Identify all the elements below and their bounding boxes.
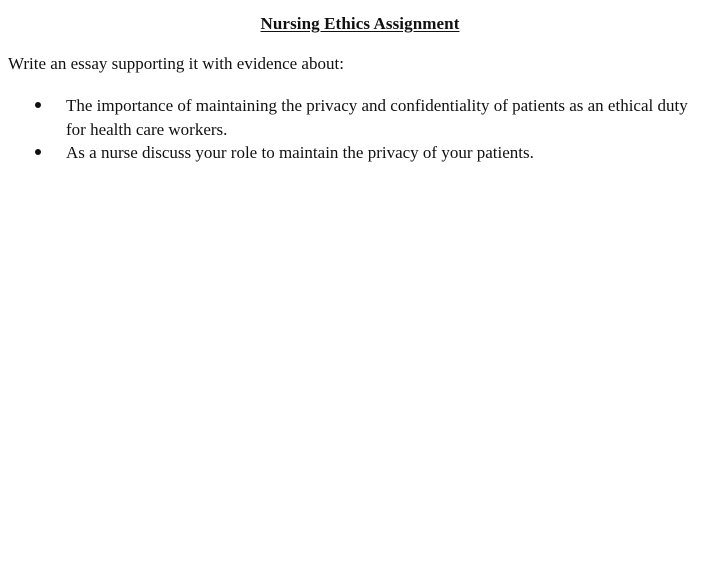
list-item-text: The importance of maintaining the privacy and confidentiality of patients as an ethical duty for health care workers. <box>66 96 688 139</box>
bullet-icon <box>35 102 41 108</box>
bullet-icon <box>35 149 41 155</box>
list-item <box>0 94 720 141</box>
bullet-list <box>0 94 720 165</box>
list-item <box>0 141 720 165</box>
page-title: Nursing Ethics Assignment <box>260 14 460 33</box>
intro-text: Write an essay supporting it with evidence about: <box>8 54 344 73</box>
list-item-text: As a nurse discuss your role to maintain the privacy of your patients. <box>66 143 534 162</box>
